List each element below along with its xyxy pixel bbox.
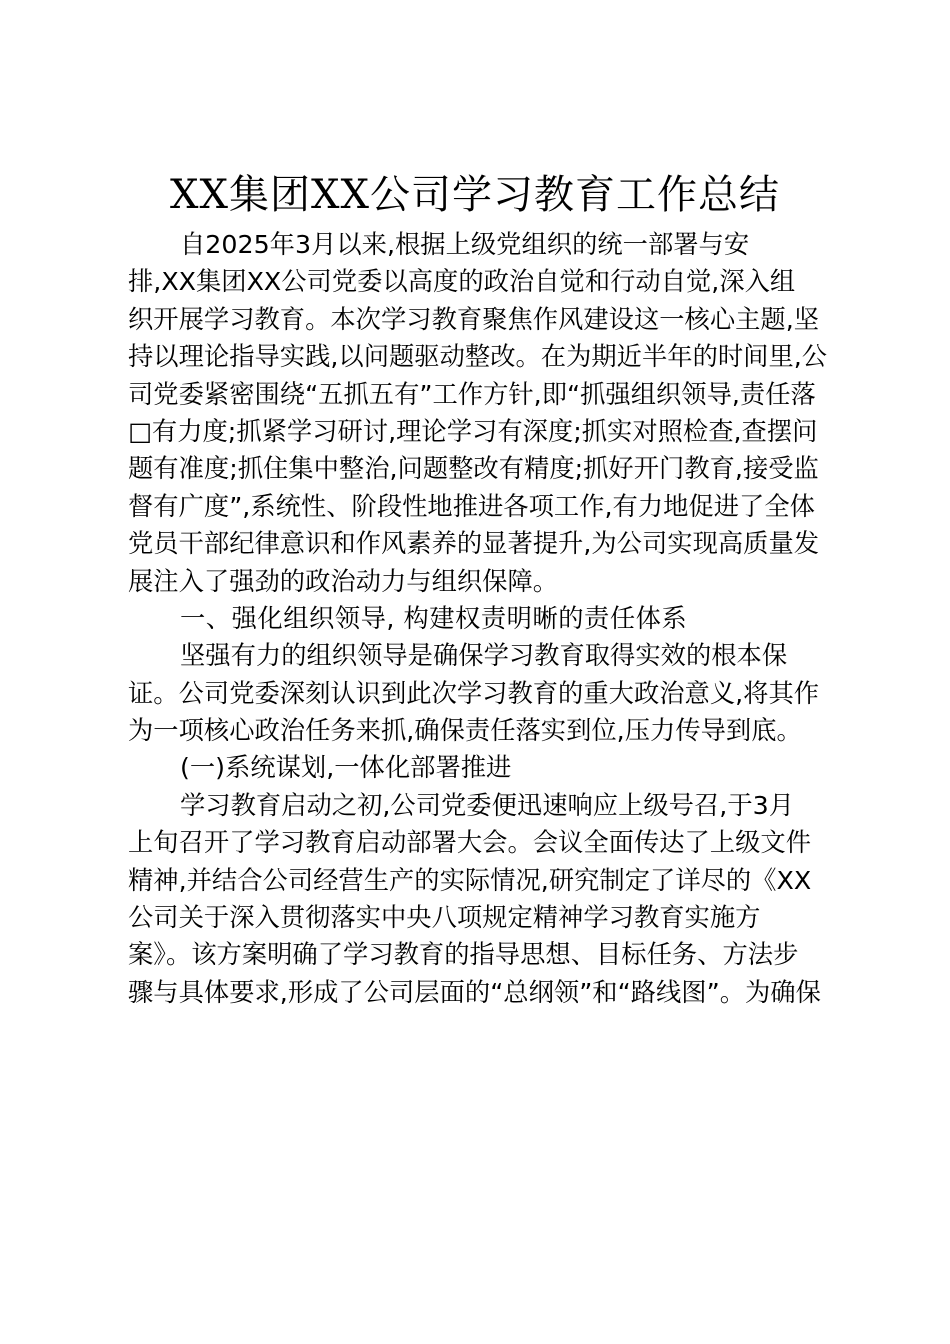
paragraph-line: 党员干部纪律意识和作风素养的显著提升,为公司实现高质量发 (128, 529, 820, 559)
document-title: XX集团XX公司学习教育工作总结 (170, 172, 780, 218)
paragraph-line: 为一项核心政治任务来抓,确保责任落实到位,压力传导到底。 (128, 716, 802, 746)
paragraph-line: 上旬召开了学习教育启动部署大会。会议全面传达了上级文件 (128, 828, 812, 858)
paragraph-line: 骤与具体要求,形成了公司层面的“总纲领”和“路线图”。为确保 (128, 977, 821, 1007)
paragraph-line: 案》。该方案明确了学习教育的指导思想、目标任务、方法步 (128, 940, 799, 970)
paragraph-line: 督有广度”,系统性、阶段性地推进各项工作,有力地促进了全体 (128, 491, 815, 521)
paragraph-line: 展注入了强劲的政治动力与组织保障。 (128, 566, 559, 596)
paragraph-line: 题有准度;抓住集中整治,问题整改有精度;抓好开门教育,接受监 (128, 454, 819, 484)
section-heading: 一、强化组织领导, 构建权责明晰的责任体系 (180, 603, 688, 633)
paragraph-line: 精神,并结合公司经营生产的实际情况,研究制定了详尽的《XX (128, 865, 812, 895)
paragraph-line: 坚强有力的组织领导是确保学习教育取得实效的根本保 (180, 641, 788, 671)
paragraph-line: 自2025年3月以来,根据上级党组织的统一部署与安 (180, 230, 750, 259)
paragraph-line: 排,XX集团XX公司党委以高度的政治自觉和行动自觉,深入组 (128, 267, 796, 297)
paragraph-line: 学习教育启动之初,公司党委便迅速响应上级号召,于3月 (180, 790, 795, 820)
paragraph-line: □有力度;抓紧学习研讨,理论学习有深度;抓实对照检查,查摆问 (128, 416, 818, 446)
paragraph-line: 持以理论指导实践,以问题驱动整改。在为期近半年的时间里,公 (128, 342, 828, 372)
paragraph-line: 公司关于深入贯彻落实中央八项规定精神学习教育实施方 (128, 903, 761, 933)
subsection-heading: (一)系统谋划,一体化部署推进 (180, 753, 512, 783)
document-body (128, 226, 828, 1011)
paragraph-line: 司党委紧密围绕“五抓五有”工作方针,即“抓强组织领导,责任落 (128, 379, 816, 409)
paragraph-line: 织开展学习教育。本次学习教育聚焦作风建设这一核心主题,坚 (128, 304, 820, 334)
paragraph-line: 证。公司党委深刻认识到此次学习教育的重大政治意义,将其作 (128, 678, 820, 708)
